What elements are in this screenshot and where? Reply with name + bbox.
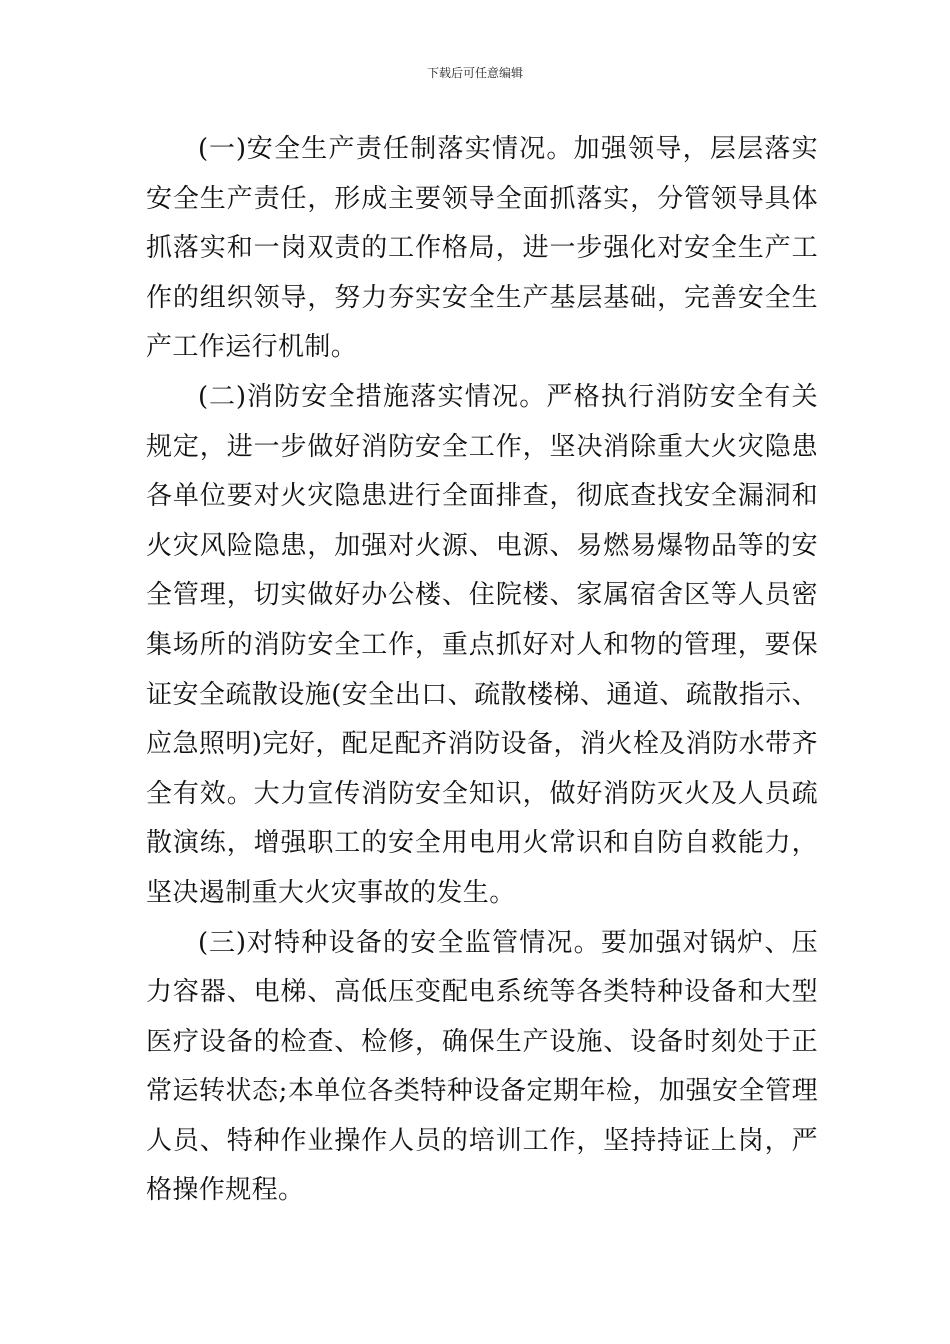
paragraph-2 xyxy=(146,373,818,919)
document-body xyxy=(146,125,818,1216)
paragraph-1-label: (一) xyxy=(198,134,246,164)
paragraph-1 xyxy=(146,125,818,373)
paragraph-1-text: 安全生产责任制落实情况。加强领导，层层落实安全生产责任，形成主要领导全面抓落实，分管领导具体抓落实和一岗双责的工作格局，进一步强化对安全生产工作的组织领导，努力夯实安全生产基层基础，完善安全生产工作运行机制。 xyxy=(146,134,818,363)
paragraph-2-text: 消防安全措施落实情况。严格执行消防安全有关规定，进一步做好消防安全工作，坚决消除重大火灾隐患各单位要对火灾隐患进行全面排查，彻底查找安全漏洞和火灾风险隐患，加强对火源、电源、易燃易爆物品等的安全管理，切实做好办公楼、住院楼、家属宿舍区等人员密集场所的消防安全工作，重点抓好对人和物的管理，要保证安全疏散设施(安全出口、疏散楼梯、通道、疏散指示、应急照明)完好，配足配齐消防设备，消火栓及消防水带齐全有效。大力宣传消防安全知识，做好消防灭火及人员疏散演练，增强职工的安全用电用火常识和自防自救能力，坚决遏制重大火灾事故的发生。 xyxy=(146,381,818,908)
paragraph-3 xyxy=(146,919,818,1217)
paragraph-2-label: (二) xyxy=(198,381,246,412)
paragraph-3-text: 对特种设备的安全监管情况。要加强对锅炉、压力容器、电梯、高低压变配电系统等各类特种设备和大型医疗设备的检查、检修，确保生产设施、设备时刻处于正常运转状态;本单位各类特种设备定期年检，加强安全管理人员、特种作业操作人员的培训工作，坚持持证上岗，严格操作规程。 xyxy=(146,927,818,1206)
paragraph-3-label: (三) xyxy=(198,927,246,958)
page-header: 下载后可任意编辑 xyxy=(426,66,523,80)
